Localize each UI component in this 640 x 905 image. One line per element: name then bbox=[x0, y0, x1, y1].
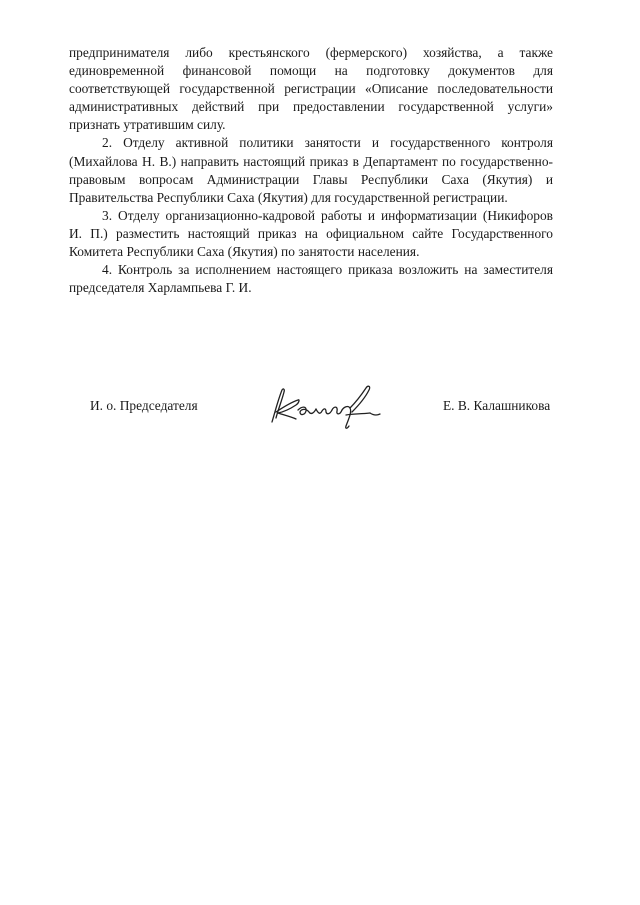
signature-block bbox=[0, 382, 640, 442]
paragraph-item-2: 2. Отделу активной политики занятости и государственного контроля (Михайлова Н. В.) направить настоящий приказ в Департамент по государственно-правовым вопросам Администрации Главы Республики Саха (Якутия) и Правительства Республики Саха (Якутия) для государственной регистрации. bbox=[69, 135, 553, 205]
signatory-title: И. о. Председателя bbox=[90, 398, 198, 413]
signatory-name: Е. В. Калашникова bbox=[443, 398, 551, 413]
paragraph-item-4: 4. Контроль за исполнением настоящего приказа возложить на заместителя председателя Харлампьева Г. И. bbox=[69, 262, 553, 296]
document-body bbox=[69, 44, 553, 297]
paragraph-continuation: предпринимателя либо крестьянского (фермерского) хозяйства, а также единовременной финансовой помощи на подготовку документов для соответствующей государственной регистрации «Описание последовательности административных действий при предоставлении государственной услуги» признать утратившим силу. bbox=[69, 45, 553, 133]
paragraph-item-3: 3. Отделу организационно-кадровой работы и информатизации (Никифоров И. П.) разместить настоящий приказ на официальном сайте Государственного Комитета Республики Саха (Якутия) по занятости населения. bbox=[69, 207, 553, 260]
handwritten-signature bbox=[266, 382, 384, 432]
